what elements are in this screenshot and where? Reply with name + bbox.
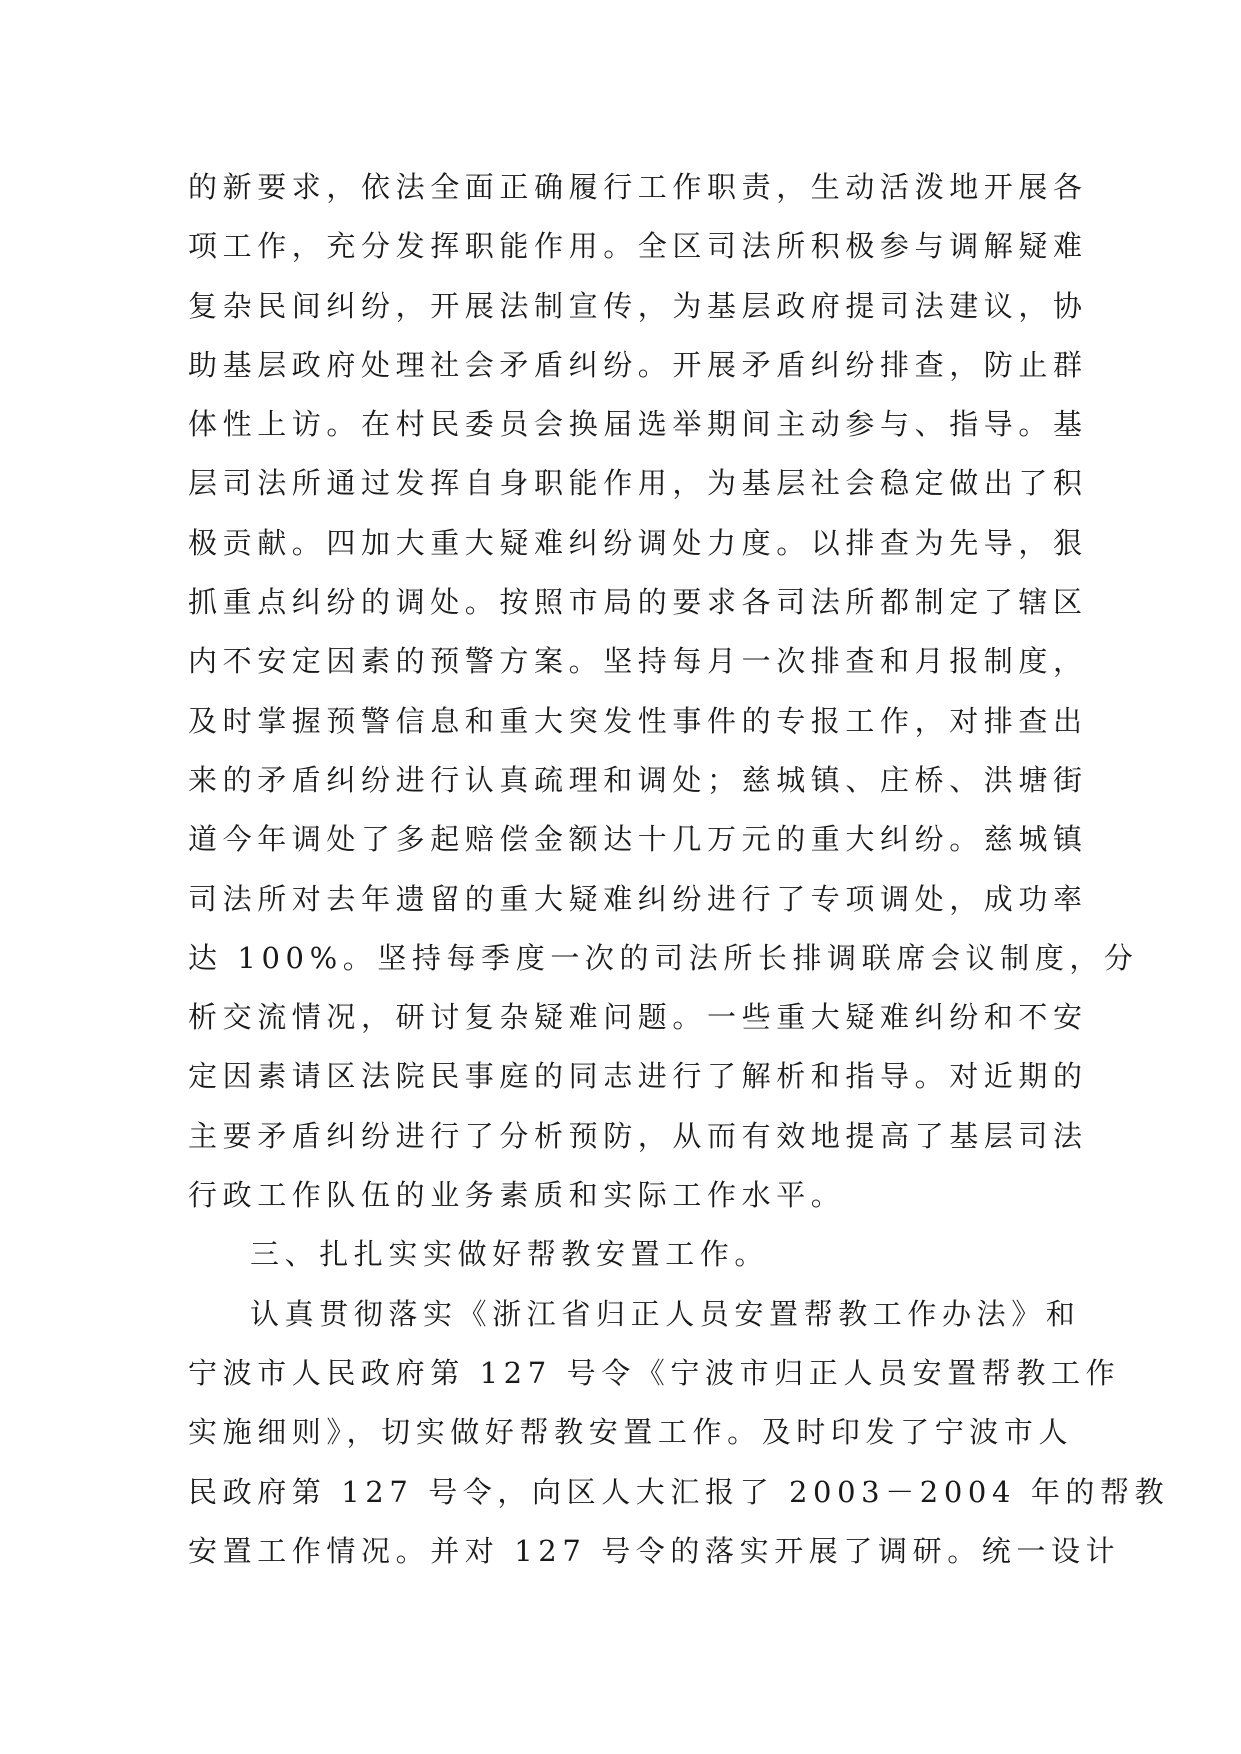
text-line: 及时掌握预警信息和重大突发性事件的专报工作，对排查出 [188, 703, 1088, 738]
text-line: 定因素请区法院民事庭的同志进行了解析和指导。对近期的 [188, 1059, 1088, 1094]
text-line: 的新要求，依法全面正确履行工作职责，生动活泼地开展各 [188, 170, 1088, 204]
text-line: 宁波市人民政府第 127 号令《宁波市归正人员安置帮教工作 [188, 1355, 1121, 1390]
text-line: 达 100%。坚持每季度一次的司法所长排调联席会议制度，分 [188, 940, 1139, 975]
text-line: 来的矛盾纠纷进行认真疏理和调处；慈城镇、庄桥、洪塘街 [188, 762, 1088, 797]
text-line: 层司法所通过发挥自身职能作用，为基层社会稳定做出了积 [188, 466, 1088, 501]
text-line: 助基层政府处理社会矛盾纠纷。开展矛盾纠纷排查，防止群 [188, 347, 1088, 382]
text-line: 体性上访。在村民委员会换届选举期间主动参与、指导。基 [188, 407, 1088, 442]
text-line: 民政府第 127 号令，向区人大汇报了 2003－2004 年的帮教 [188, 1474, 1170, 1509]
text-line: 极贡献。四加大重大疑难纠纷调处力度。以排查为先导，狠 [188, 525, 1088, 560]
text-line: 项工作，充分发挥职能作用。全区司法所积极参与调解疑难 [188, 229, 1088, 264]
text-line: 安置工作情况。并对 127 号令的落实开展了调研。统一设计 [188, 1533, 1121, 1568]
text-line: 内不安定因素的预警方案。坚持每月一次排查和月报制度， [188, 644, 1088, 679]
text-line: 认真贯彻落实《浙江省归正人员安置帮教工作办法》和 [250, 1296, 1081, 1331]
text-line: 析交流情况，研讨复杂疑难问题。一些重大疑难纠纷和不安 [188, 1000, 1088, 1035]
text-line: 主要矛盾纠纷进行了分析预防，从而有效地提高了基层司法 [188, 1118, 1088, 1153]
text-line: 复杂民间纠纷，开展法制宣传，为基层政府提司法建议，协 [188, 288, 1088, 323]
text-line: 行政工作队伍的业务素质和实际工作水平。 [188, 1178, 846, 1213]
body-text [188, 158, 1170, 1581]
text-line: 道今年调处了多起赔偿金额达十几万元的重大纠纷。慈城镇 [188, 822, 1088, 857]
text-line: 司法所对去年遗留的重大疑难纠纷进行了专项调处，成功率 [188, 881, 1088, 916]
text-line: 抓重点纠纷的调处。按照市局的要求各司法所都制定了辖区 [188, 585, 1088, 620]
section-heading: 三、扎扎实实做好帮教安置工作。 [250, 1237, 770, 1272]
text-line: 实施细则》，切实做好帮教安置工作。及时印发了宁波市人 [188, 1415, 1074, 1450]
